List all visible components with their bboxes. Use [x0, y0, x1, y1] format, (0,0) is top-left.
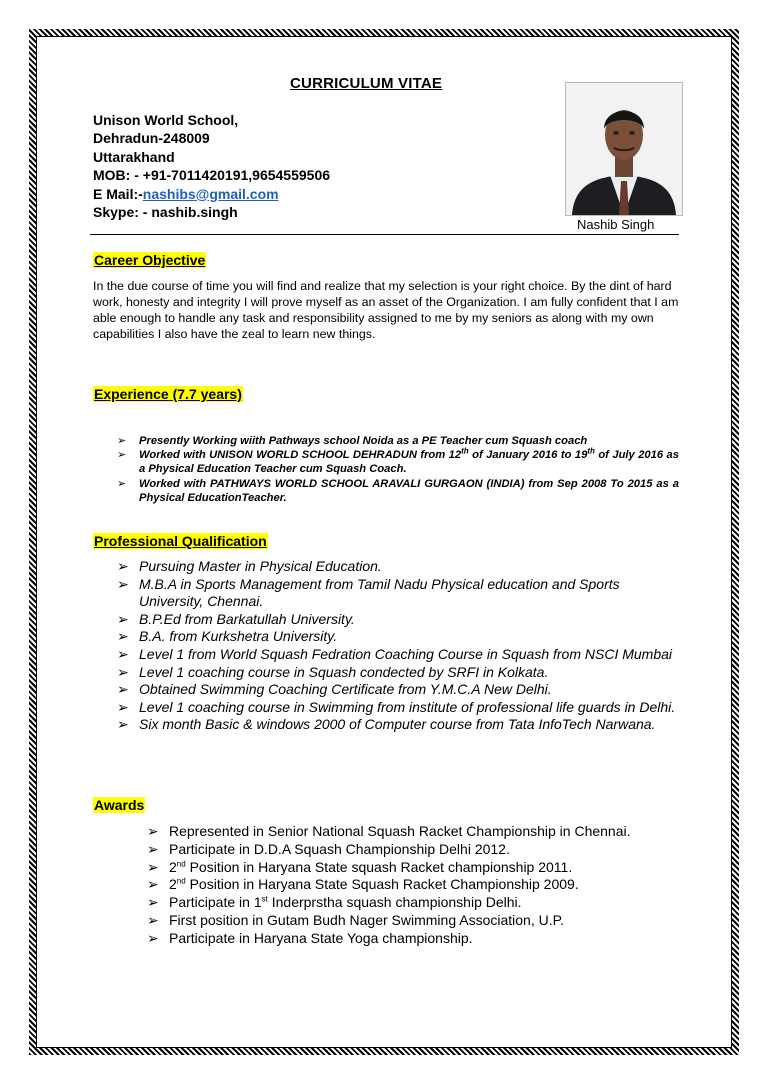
profile-photo: [565, 82, 683, 216]
list-item: [147, 876, 677, 894]
address-line-3: Uttarakhand: [93, 148, 175, 165]
arrow-bullet-icon: ➢: [147, 911, 159, 928]
arrow-bullet-icon: ➢: [147, 823, 159, 839]
superscript: nd: [176, 876, 186, 886]
list-item: [147, 930, 677, 948]
list-item: [117, 448, 679, 476]
list-item: [147, 841, 677, 859]
qualification-list: [117, 558, 679, 734]
qualification-item-text: Level 1 from World Squash Fedration Coaching Course in Squash from NSCI Mumbai: [139, 645, 673, 662]
document-title: CURRICULUM VITAE: [290, 75, 443, 92]
qualification-heading-text: Professional Qualification: [94, 533, 267, 549]
text-part: 2: [169, 858, 177, 875]
arrow-bullet-icon: ➢: [147, 858, 159, 875]
qualification-item-text: B.A. from Kurkshetra University.: [139, 628, 338, 645]
career-objective-heading: [93, 252, 206, 270]
list-item: [117, 699, 679, 717]
arrow-bullet-icon: ➢: [117, 449, 127, 462]
list-item: [117, 646, 679, 664]
list-item: [117, 716, 679, 734]
award-item-text: Participate in D.D.A Squash Championship Delhi 2012.: [169, 840, 510, 857]
qualification-item-text: Level 1 coaching course in Swimming from institute of professional life guards in Delhi.: [139, 698, 676, 715]
arrow-bullet-icon: ➢: [117, 716, 129, 733]
text-part: Position in Haryana State squash Racket championship 2011.: [185, 858, 573, 875]
arrow-bullet-icon: ➢: [117, 558, 129, 574]
experience-heading: [93, 386, 243, 404]
award-item-text: First position in Gutam Budh Nager Swimming Association, U.P.: [169, 911, 565, 928]
text-part: 2: [169, 876, 177, 893]
experience-heading-text: Experience: [94, 386, 169, 402]
superscript: th: [461, 446, 469, 456]
experience-heading-label: [93, 386, 243, 402]
awards-heading-text: Awards: [94, 797, 145, 813]
arrow-bullet-icon: ➢: [147, 894, 159, 911]
list-item: [147, 823, 677, 841]
email-line: [93, 185, 330, 203]
arrow-bullet-icon: ➢: [147, 840, 159, 857]
superscript: st: [261, 894, 268, 904]
qualification-item-text: B.P.Ed from Barkatullah University.: [139, 610, 355, 627]
qualification-item-text: Pursuing Master in Physical Education.: [139, 558, 382, 574]
text-part: Participate in 1: [169, 894, 262, 911]
arrow-bullet-icon: ➢: [147, 929, 159, 946]
experience-item-text: [139, 446, 679, 476]
superscript: th: [587, 446, 595, 456]
list-item: [117, 681, 679, 699]
text-part: Worked with UNISON WORLD SCHOOL DEHRADUN from 12: [139, 449, 462, 462]
arrow-bullet-icon: ➢: [117, 663, 129, 680]
text-part: of July 2016 as a Physical Education Teacher cum Squash Coach.: [139, 449, 679, 476]
list-item: [117, 576, 679, 611]
award-item-text: [169, 894, 522, 910]
email-link[interactable]: nashibs@gmail.com: [142, 185, 279, 202]
award-item-text: Participate in Haryana State Yoga championship.: [169, 929, 473, 946]
qualification-heading: [93, 533, 268, 551]
address-line-2: Dehradun-248009: [93, 130, 210, 147]
text-part: Position in Haryana State Squash Racket Championship 2009.: [185, 876, 579, 893]
list-item: [147, 912, 677, 930]
list-item: [117, 664, 679, 682]
qualification-item-text: Obtained Swimming Coaching Certificate from Y.M.C.A New Delhi.: [139, 681, 552, 698]
career-objective-text: In the due course of time you will find and realize that my selection is your right choice. By the dint of hard work, honesty and integrity I will prove myself as an asset of the Organization. I am fully confident that I am able enough to handle any task and responsibility assigned to me by my seniors as along with my own capabilities I also have the zeal to learn new things.: [93, 279, 679, 341]
person-portrait-icon: [566, 83, 682, 215]
list-item: [117, 477, 679, 505]
qualification-item-text: M.B.A in Sports Management from Tamil Nadu Physical education and Sports University, Chennai.: [139, 575, 620, 610]
mobile-number: MOB: - +91-7011420191,9654559506: [93, 167, 331, 184]
skype-line: Skype: - nashib.singh: [93, 204, 238, 221]
photo-caption: Nashib Singh: [577, 217, 655, 232]
list-item: [147, 894, 677, 912]
arrow-bullet-icon: ➢: [117, 681, 129, 698]
award-item-text: [169, 859, 572, 875]
arrow-bullet-icon: ➢: [117, 645, 129, 662]
list-item: [147, 859, 677, 877]
address-line-1: Unison World School,: [93, 112, 239, 128]
award-item-text: Represented in Senior National Squash Racket Championship in Chennai.: [169, 823, 631, 839]
arrow-bullet-icon: ➢: [117, 435, 127, 447]
superscript: nd: [176, 858, 186, 868]
arrow-bullet-icon: ➢: [117, 628, 129, 645]
awards-list: [147, 823, 677, 948]
career-objective-heading-text: Career Objective: [94, 252, 206, 268]
experience-list: [117, 434, 679, 505]
experience-item-text: Worked with PATHWAYS WORLD SCHOOL ARAVALI GURGAON (INDIA) from Sep 2008 To 2015 as a Physical EducationTeacher.: [139, 477, 679, 504]
arrow-bullet-icon: ➢: [117, 610, 129, 627]
qualification-item-text: Six month Basic & windows 2000 of Computer course from Tata InfoTech Narwana.: [139, 716, 656, 733]
arrow-bullet-icon: ➢: [117, 575, 129, 592]
arrow-bullet-icon: ➢: [117, 698, 129, 715]
arrow-bullet-icon: ➢: [117, 477, 127, 490]
experience-years: (7.7 years): [172, 386, 242, 402]
qualification-item-text: Level 1 coaching course in Squash condected by SRFI in Kolkata.: [139, 663, 549, 680]
text-part: Inderprstha squash championship Delhi.: [267, 894, 522, 911]
email-label: E Mail:-: [93, 185, 143, 202]
header-divider: [90, 234, 679, 235]
awards-heading: [93, 797, 145, 815]
arrow-bullet-icon: ➢: [147, 876, 159, 893]
experience-item-text: Presently Working wiith Pathways school Noida as a PE Teacher cum Squash coach: [139, 435, 588, 447]
list-item: [117, 611, 679, 629]
list-item: [117, 558, 679, 576]
contact-block: [93, 111, 330, 221]
award-item-text: [169, 876, 579, 892]
text-part: of January 2016 to 19: [468, 449, 588, 462]
list-item: [117, 628, 679, 646]
